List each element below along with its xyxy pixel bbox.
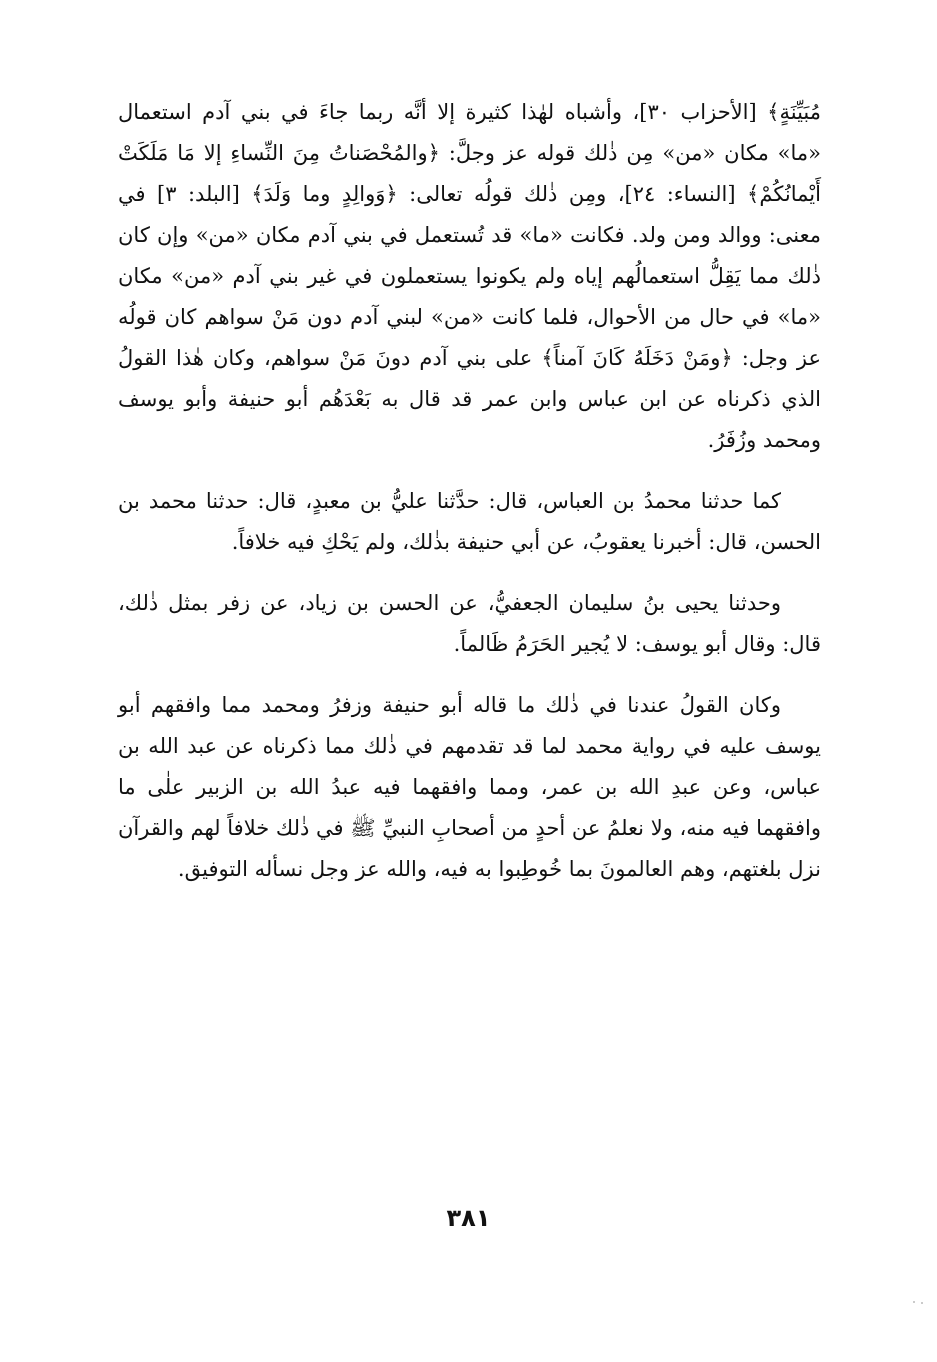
page-body	[118, 92, 821, 910]
paragraph-1: مُبَيِّنَةٍ﴾ [الأحزاب ٣٠]، وأشباه لهٰذا كثيرة إلا أنَّه ربما جاءَ في بني آدم استعمال «ما» مكان «من» مِن ذٰلك قوله عز وجلَّ: ﴿والمُحْصَناتُ مِنَ النِّساءِ إلا مَا مَلَكَتْ أَيْمانُكُمْ﴾ [النساء: ٢٤]، ومِن ذٰلك قولُه تعالى: ﴿وَوالِدٍ وما وَلَدَ﴾ [البلد: ٣] في معنى: ووالد ومن ولد. فكانت «ما» قد تُستعمل في بني آدم مكان «من» وإن كان ذٰلك مما يَقِلُّ استعمالُهم إياه ولم يكونوا يستعملون في غير بني آدم «من» مكان «ما» في حال من الأحوال، فلما كانت «من» لبني آدم دون مَنْ سواهم كان قولُه عز وجل: ﴿ومَنْ دَخَلَهُ كَانَ آمناً﴾ على بني آدم دونَ مَنْ سواهم، وكان هٰذا القولُ الذي ذكرناه عن ابن عباس وابن عمر قد قال به بَعْدَهُم أبو حنيفة وأبو يوسف ومحمد وزُفَرُ.	[118, 100, 822, 452]
page-number: ٣٨١	[446, 1204, 491, 1232]
scan-speck	[913, 1301, 915, 1303]
paragraph-2: كما حدثنا محمدُ بن العباس، قال: حدَّثنا عليُّ بن معبدٍ، قال: حدثنا محمد بن الحسن، قال: أخبرنا يعقوبُ، عن أبي حنيفة بذٰلك، ولم يَحْكِ فيه خلافاً.	[118, 489, 821, 554]
paragraph-3: وحدثنا يحيى بنُ سليمان الجعفيُّ، عن الحسن بن زياد، عن زفر بمثل ذٰلك، قال: وقال أبو يوسف: لا يُجير الحَرَمُ ظَالماً.	[118, 591, 821, 656]
scan-speck	[921, 1302, 923, 1304]
paragraph-4: وكان القولُ عندنا في ذٰلك ما قاله أبو حنيفة وزفرُ ومحمد مما وافقهم أبو يوسف عليه في رواية محمد لما قد تقدمهم في ذٰلك مما ذكرناه عن عبد الله بن عباس، وعن عبدِ الله بن عمر، ومما وافقهما فيه عبدُ الله بن الزبير علٰى ما وافقهما فيه منه، ولا نعلمُ عن أحدٍ من أصحابِ النبيِّ ﷺ في ذٰلك خلافاً لهم والقرآن نزل بلغتهم، وهم العالمونَ بما خُوطِبوا به فيه، والله عز وجل نسأله التوفيق.	[118, 693, 821, 881]
